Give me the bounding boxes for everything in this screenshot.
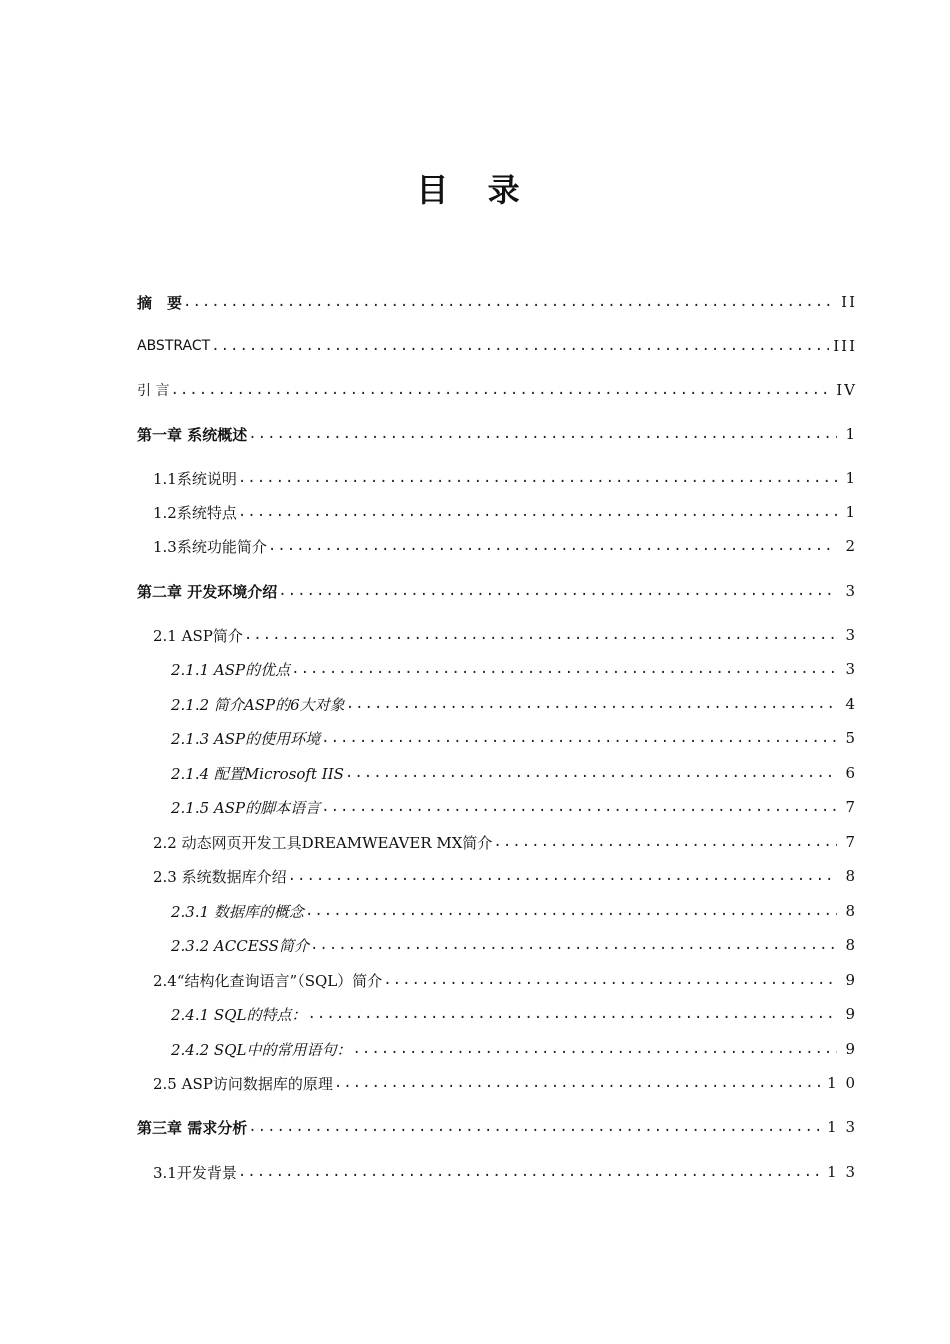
toc-entry[interactable] — [0, 1071, 950, 1095]
toc-page-number: 1 3 — [827, 1118, 857, 1136]
toc-entry[interactable] — [0, 761, 950, 785]
toc-label: 2.1.1 ASP的优点 — [171, 660, 291, 679]
toc-leader-dots — [183, 294, 837, 310]
toc-leader-dots — [268, 538, 837, 554]
toc-page-number: II — [841, 293, 857, 311]
toc-entry[interactable] — [0, 1115, 950, 1139]
toc-page-number: 6 — [845, 764, 857, 782]
toc-entry[interactable] — [0, 466, 950, 490]
toc-entry[interactable] — [0, 1160, 950, 1184]
toc-leader-dots — [321, 799, 837, 815]
toc-leader-dots — [278, 583, 837, 599]
toc-leader-dots — [238, 1164, 823, 1180]
toc-page-number: 3 — [845, 626, 857, 644]
toc-page-number: 8 — [845, 867, 857, 885]
toc-entry[interactable] — [0, 933, 950, 957]
toc-label: 第二章 开发环境介绍 — [137, 582, 278, 601]
toc-page-number: 2 — [845, 537, 857, 555]
toc-entry[interactable] — [0, 334, 950, 358]
toc-leader-dots — [238, 470, 837, 486]
toc-entry[interactable] — [0, 378, 950, 402]
toc-page-number: 5 — [845, 729, 857, 747]
toc-leader-dots — [244, 627, 837, 643]
toc-entry[interactable] — [0, 500, 950, 524]
toc-label: 1.3系统功能简介 — [153, 537, 267, 556]
toc-entry[interactable] — [0, 290, 950, 314]
toc-leader-dots — [310, 937, 837, 953]
toc-entry[interactable] — [0, 692, 950, 716]
toc-label: 2.1.5 ASP的脚本语言 — [171, 798, 321, 817]
toc-label: 2.3.2 ACCESS简介 — [171, 936, 309, 955]
toc-label: 1.2系统特点 — [153, 503, 237, 522]
toc-entry[interactable] — [0, 968, 950, 992]
toc-leader-dots — [493, 834, 837, 850]
toc-leader-dots — [248, 426, 837, 442]
toc-leader-dots — [334, 1075, 823, 1091]
toc-label: 第三章 需求分析 — [137, 1118, 248, 1137]
toc-leader-dots — [291, 661, 837, 677]
toc-leader-dots — [346, 696, 837, 712]
toc-entry[interactable] — [0, 1037, 950, 1061]
page-title: 目 录 — [416, 171, 534, 209]
toc-page-number: 3 — [845, 582, 857, 600]
toc-entry[interactable] — [0, 830, 950, 854]
toc-leader-dots — [383, 972, 837, 988]
toc-page-number: IV — [836, 381, 857, 399]
toc-page-number: 1 — [845, 503, 857, 521]
toc-entry[interactable] — [0, 534, 950, 558]
toc-label: 引 言 — [137, 383, 170, 399]
toc-page-number: 4 — [845, 695, 857, 713]
toc-leader-dots — [345, 765, 837, 781]
toc-label: 3.1开发背景 — [153, 1163, 237, 1182]
toc-page-number: 9 — [845, 1005, 857, 1023]
toc-leader-dots — [170, 382, 832, 398]
toc-label: 2.5 ASP访问数据库的原理 — [153, 1074, 333, 1093]
toc-label: 2.1.2 简介ASP的6大对象 — [171, 695, 345, 714]
toc-label: 2.4.1 SQL的特点： — [171, 1005, 307, 1024]
toc-entry[interactable] — [0, 864, 950, 888]
toc-leader-dots — [305, 903, 837, 919]
toc-leader-dots — [238, 504, 837, 520]
toc-leader-dots — [321, 730, 837, 746]
toc-label: 摘 要 — [137, 293, 183, 312]
toc-entry[interactable] — [0, 422, 950, 446]
toc-entry[interactable] — [0, 579, 950, 603]
toc-entry[interactable] — [0, 899, 950, 923]
toc-entry[interactable] — [0, 623, 950, 647]
toc-page-number: III — [833, 337, 857, 355]
toc-label: ABSTRACT — [137, 338, 211, 354]
toc-label: 2.3.1 数据库的概念 — [171, 902, 304, 921]
toc-leader-dots — [248, 1119, 823, 1135]
toc-label: 2.4.2 SQL中的常用语句： — [171, 1040, 352, 1059]
toc-label: 1.1系统说明 — [153, 469, 237, 488]
toc-entry[interactable] — [0, 657, 950, 681]
toc-label: 2.1.3 ASP的使用环境 — [171, 729, 321, 748]
toc-leader-dots — [307, 1006, 837, 1022]
toc-label: 2.4“结构化查询语言”（SQL）简介 — [153, 971, 383, 990]
toc-page-number: 1 0 — [827, 1074, 857, 1092]
toc-page-number: 1 — [845, 469, 857, 487]
toc-page-number: 7 — [845, 833, 857, 851]
toc-entry[interactable] — [0, 726, 950, 750]
toc-page-number: 9 — [845, 1040, 857, 1058]
toc-label: 2.1 ASP简介 — [153, 626, 243, 645]
toc-label: 第一章 系统概述 — [137, 425, 248, 444]
toc-label: 2.2 动态网页开发工具DREAMWEAVER MX简介 — [153, 833, 493, 852]
toc-page-number: 1 3 — [827, 1163, 857, 1181]
toc-leader-dots — [211, 338, 829, 354]
toc-leader-dots — [352, 1041, 837, 1057]
toc-entry[interactable] — [0, 1002, 950, 1026]
toc-leader-dots — [288, 868, 837, 884]
toc-page-number: 3 — [845, 660, 857, 678]
toc-page-number: 8 — [845, 936, 857, 954]
toc-entry[interactable] — [0, 795, 950, 819]
toc-page-number: 8 — [845, 902, 857, 920]
toc-page-number: 9 — [845, 971, 857, 989]
toc-page-number: 7 — [845, 798, 857, 816]
toc-page-number: 1 — [845, 425, 857, 443]
toc-label: 2.3 系统数据库介绍 — [153, 867, 287, 886]
toc-label: 2.1.4 配置Microsoft IIS — [171, 764, 344, 783]
